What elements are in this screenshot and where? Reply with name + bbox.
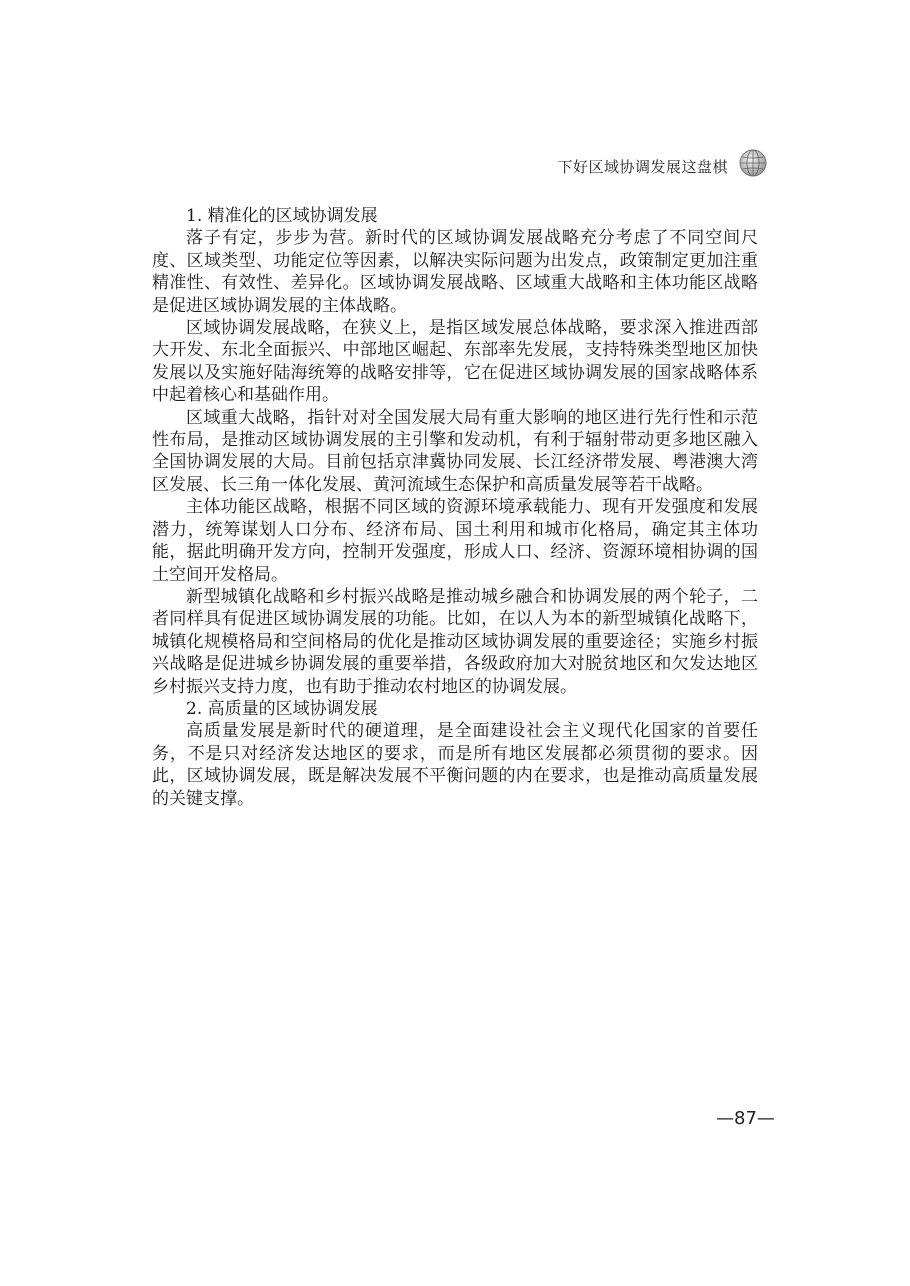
section-heading-1: 1. 精准化的区域协调发展 xyxy=(186,206,378,226)
paragraph: 落子有定，步步为营。新时代的区域协调发展战略充分考虑了不同空间尺度、区域类型、功能定位等因素，以解决实际问题为出发点，政策制定更加注重精准性、有效性、差异化。区域协调发展战略、区域重大战略和主体功能区战略是促进区域协调发展的主体战略。 xyxy=(152,228,758,316)
section-heading-2: 2. 高质量的区域协调发展 xyxy=(186,698,378,719)
paragraph: 高质量发展是新时代的硬道理，是全面建设社会主义现代化国家的首要任务，不是只对经济发达地区的要求，而是所有地区发展都必须贯彻的要求。因此，区域协调发展，既是解决发展不平衡问题的内在要求，也是推动高质量发展的关键支撑。 xyxy=(152,721,758,809)
page-number: —87— xyxy=(716,1108,775,1129)
paragraph: 区域协调发展战略，在狭义上，是指区域发展总体战略，要求深入推进西部大开发、东北全面振兴、中部地区崛起、东部率先发展，支持特殊类型地区加快发展以及实施好陆海统筹的战略安排等，它在促进区域协调发展的国家战略体系中起着核心和基础作用。 xyxy=(152,318,758,406)
running-title: 下好区域协调发展这盘棋 xyxy=(557,158,728,176)
paragraph: 新型城镇化战略和乡村振兴战略是推动城乡融合和协调发展的两个轮子，二者同样具有促进区域协调发展的功能。比如，在以人为本的新型城镇化战略下，城镇化规模格局和空间格局的优化是推动区域协调发展的重要途径；实施乡村振兴战略是促进城乡协调发展的重要举措，各级政府加大对脱贫地区和欠发达地区乡村振兴支持力度，也有助于推动农村地区的协调发展。 xyxy=(152,586,758,697)
paragraph: 区域重大战略，指针对对全国发展大局有重大影响的地区进行先行性和示范性布局，是推动区域协调发展的主引擎和发动机，有利于辐射带动更多地区融入全国协调发展的大局。目前包括京津冀协同发展、长江经济带发展、粤港澳大湾区发展、长三角一体化发展、黄河流域生态保护和高质量发展等若干战略。 xyxy=(152,407,758,495)
body-text xyxy=(152,205,758,810)
running-header xyxy=(557,148,772,178)
paragraph: 主体功能区战略，根据不同区域的资源环境承载能力、现有开发强度和发展潜力，统筹谋划人口分布、经济布局、国土利用和城市化格局，确定其主体功能，据此明确开发方向，控制开发强度，形成人口、经济、资源环境相协调的国土空间开发格局。 xyxy=(152,497,758,585)
globe-icon xyxy=(738,148,768,178)
